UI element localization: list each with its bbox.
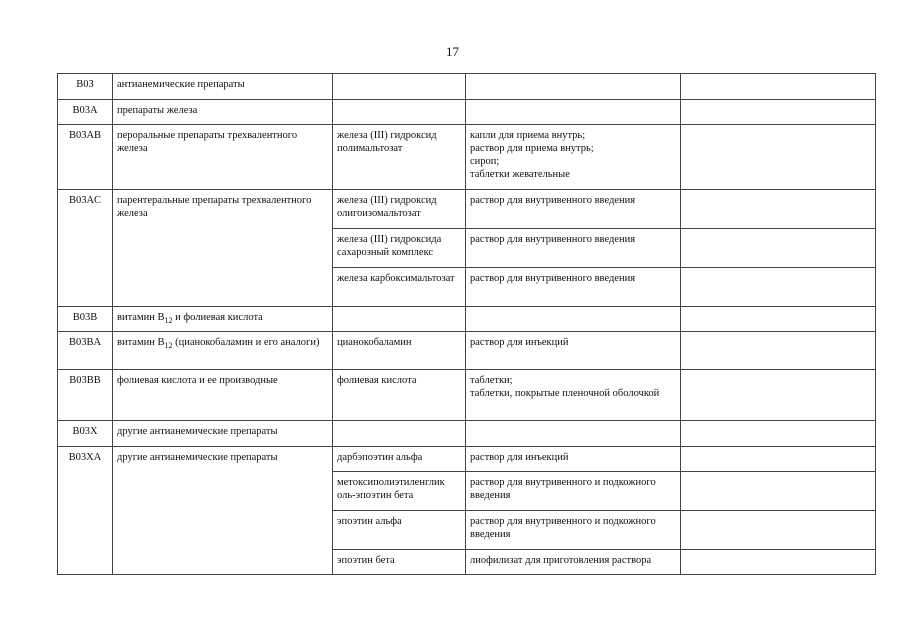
form-cell: раствор для внутривенного и подкожного введения [466,472,681,511]
inn-cell: дарбэпоэтин альфа [333,447,466,472]
inn-cell: фолиевая кислота [333,370,466,421]
group-name-text: витамин B [117,312,165,323]
extra-cell [681,370,876,421]
dosage-form: таблетки, покрытые пленочной оболочкой [470,388,660,399]
inn-cell [333,307,466,332]
drug-table [57,73,876,575]
inn-cell: эпоэтин альфа [333,511,466,550]
form-cell [466,421,681,447]
inn-cell: железа карбоксимальтозат [333,268,466,307]
dosage-form: таблетки жевательные [470,169,570,180]
form-cell [466,100,681,125]
extra-cell [681,100,876,125]
form-cell: раствор для внутривенного введения [466,268,681,307]
group-name: антианемические препараты [113,74,333,100]
table-row [58,190,876,229]
group-name: другие антианемические препараты [113,421,333,447]
dosage-form: капли для приема внутрь; [470,130,586,141]
group-name-text: (цианокобаламин и его аналоги) [172,337,320,348]
atc-code: B03AC [58,190,113,307]
table-row [58,332,876,370]
atc-code: B03BA [58,332,113,370]
atc-code: B03X [58,421,113,447]
extra-cell [681,268,876,307]
atc-code: B03A [58,100,113,125]
group-name: препараты железа [113,100,333,125]
inn-cell [333,100,466,125]
page-number: 17 [446,44,459,59]
inn-cell: железа (III) гидроксид олигоизомальтозат [333,190,466,229]
table-row [58,447,876,472]
group-name: другие антианемические препараты [113,447,333,575]
extra-cell [681,229,876,268]
form-cell: раствор для инъекций [466,447,681,472]
form-cell: раствор для внутривенного введения [466,229,681,268]
dosage-form: таблетки; [470,375,513,386]
extra-cell [681,511,876,550]
group-name-text: витамин B [117,337,165,348]
group-name [113,307,333,332]
group-name: пероральные препараты трехвалентного железа [113,125,333,190]
extra-cell [681,190,876,229]
table-row [58,370,876,421]
extra-cell [681,550,876,575]
form-cell: раствор для внутривенного и подкожного введения [466,511,681,550]
table-row [58,125,876,190]
table-row [58,74,876,100]
subscript: 12 [164,316,173,326]
atc-code: B03BB [58,370,113,421]
group-name-text: и фолиевая кислота [172,312,263,323]
extra-cell [681,421,876,447]
group-name: фолиевая кислота и ее производные [113,370,333,421]
form-cell: раствор для внутривенного введения [466,190,681,229]
form-cell [466,74,681,100]
table-row [58,307,876,332]
inn-cell [333,74,466,100]
inn-cell: железа (III) гидроксид полимальтозат [333,125,466,190]
extra-cell [681,447,876,472]
form-cell [466,307,681,332]
dosage-form: раствор для приема внутрь; [470,143,594,154]
inn-cell [333,421,466,447]
atc-code: B03AB [58,125,113,190]
form-cell: раствор для инъекций [466,332,681,370]
atc-code: B03 [58,74,113,100]
inn-cell: железа (III) гидроксида сахарозный комплекс [333,229,466,268]
group-name: парентеральные препараты трехвалентного железа [113,190,333,307]
extra-cell [681,332,876,370]
extra-cell [681,307,876,332]
form-cell [466,370,681,421]
group-name [113,332,333,370]
form-cell [466,125,681,190]
table-row [58,421,876,447]
inn-cell: цианокобаламин [333,332,466,370]
extra-cell [681,74,876,100]
atc-code: B03B [58,307,113,332]
subscript: 12 [164,341,173,351]
extra-cell [681,125,876,190]
dosage-form: сироп; [470,156,500,167]
inn-cell: метоксиполиэтиленглик оль-эпоэтин бета [333,472,466,511]
form-cell: лиофилизат для приготовления раствора [466,550,681,575]
extra-cell [681,472,876,511]
atc-code: B03XA [58,447,113,575]
inn-cell: эпоэтин бета [333,550,466,575]
table-row [58,100,876,125]
